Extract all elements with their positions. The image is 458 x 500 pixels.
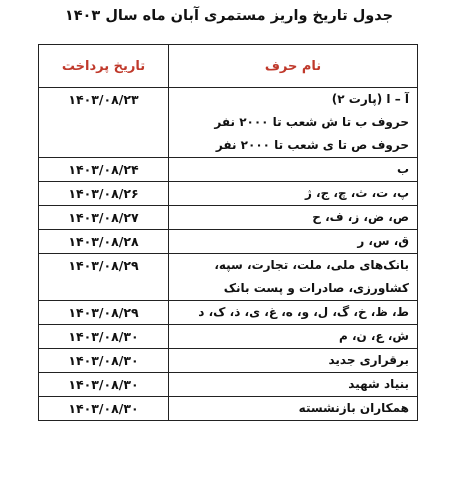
payment-date-cell: ۱۴۰۳/۰۸/۳۰: [39, 397, 169, 421]
payment-date-cell: ۱۴۰۳/۰۸/۲۴: [39, 158, 169, 182]
payment-schedule-table: [38, 44, 418, 421]
payment-date-cell: ۱۴۰۳/۰۸/۳۰: [39, 325, 169, 349]
table-row: [39, 397, 418, 421]
letters-line: بانک‌های ملی، ملت، تجارت، سپه،: [214, 258, 409, 272]
header-letters: نام حرف: [169, 45, 418, 88]
payment-date-cell: ۱۴۰۳/۰۸/۲۳: [39, 88, 169, 158]
table-header-row: [39, 45, 418, 88]
letters-line: ط، ظ، خ، گ، ل، و، ه، غ، ی، ذ، ک، د: [198, 305, 409, 319]
letters-line: حروف ب تا ش شعب تا ۲۰۰۰ نفر: [214, 115, 409, 129]
letters-line: حروف ص تا ی شعب تا ۲۰۰۰ نفر: [215, 138, 409, 152]
letters-line: کشاورزی، صادرات و پست بانک: [223, 281, 409, 295]
payment-date-cell: ۱۴۰۳/۰۸/۲۶: [39, 182, 169, 206]
letters-line: پ، ت، ث، چ، ج، ژ: [304, 186, 409, 200]
letters-cell: [169, 373, 418, 397]
letters-cell: [169, 301, 418, 325]
page-title: جدول تاریخ واریز مستمری آبان ماه سال ۱۴۰۳: [64, 8, 394, 24]
payment-date-cell: ۱۴۰۳/۰۸/۲۸: [39, 230, 169, 254]
letters-line: بنیاد شهید: [348, 377, 409, 391]
letters-line: ق، س، ر: [357, 234, 409, 248]
letters-cell: [169, 325, 418, 349]
letters-cell: [169, 206, 418, 230]
table-row: [39, 230, 418, 254]
letters-line: ش، ع، ن، م: [338, 329, 409, 343]
letters-cell: [169, 88, 418, 158]
letters-line: برقراری جدید: [328, 353, 409, 367]
letters-line: ص، ض، ز، ف، ح: [312, 210, 409, 224]
payment-date-cell: ۱۴۰۳/۰۸/۲۷: [39, 206, 169, 230]
payment-date-cell: ۱۴۰۳/۰۸/۳۰: [39, 373, 169, 397]
table-row: [39, 373, 418, 397]
letters-cell: [169, 397, 418, 421]
letters-cell: [169, 254, 418, 301]
letters-cell: [169, 230, 418, 254]
table-row: [39, 182, 418, 206]
table-body: [39, 88, 418, 421]
table-row: [39, 158, 418, 182]
table-row: [39, 206, 418, 230]
payment-date-cell: ۱۴۰۳/۰۸/۲۹: [39, 254, 169, 301]
letters-line: همکاران بازنشسته: [298, 401, 409, 415]
table-row: [39, 301, 418, 325]
payment-date-cell: ۱۴۰۳/۰۸/۳۰: [39, 349, 169, 373]
table-row: [39, 88, 418, 158]
table-row: [39, 349, 418, 373]
table-row: [39, 325, 418, 349]
letters-cell: [169, 158, 418, 182]
letters-cell: [169, 349, 418, 373]
header-date: تاریخ پرداخت: [39, 45, 169, 88]
table-row: [39, 254, 418, 301]
letters-cell: [169, 182, 418, 206]
letters-line: آ – ا (پارت ۲): [331, 92, 409, 106]
letters-line: ب: [396, 162, 409, 176]
payment-date-cell: ۱۴۰۳/۰۸/۲۹: [39, 301, 169, 325]
